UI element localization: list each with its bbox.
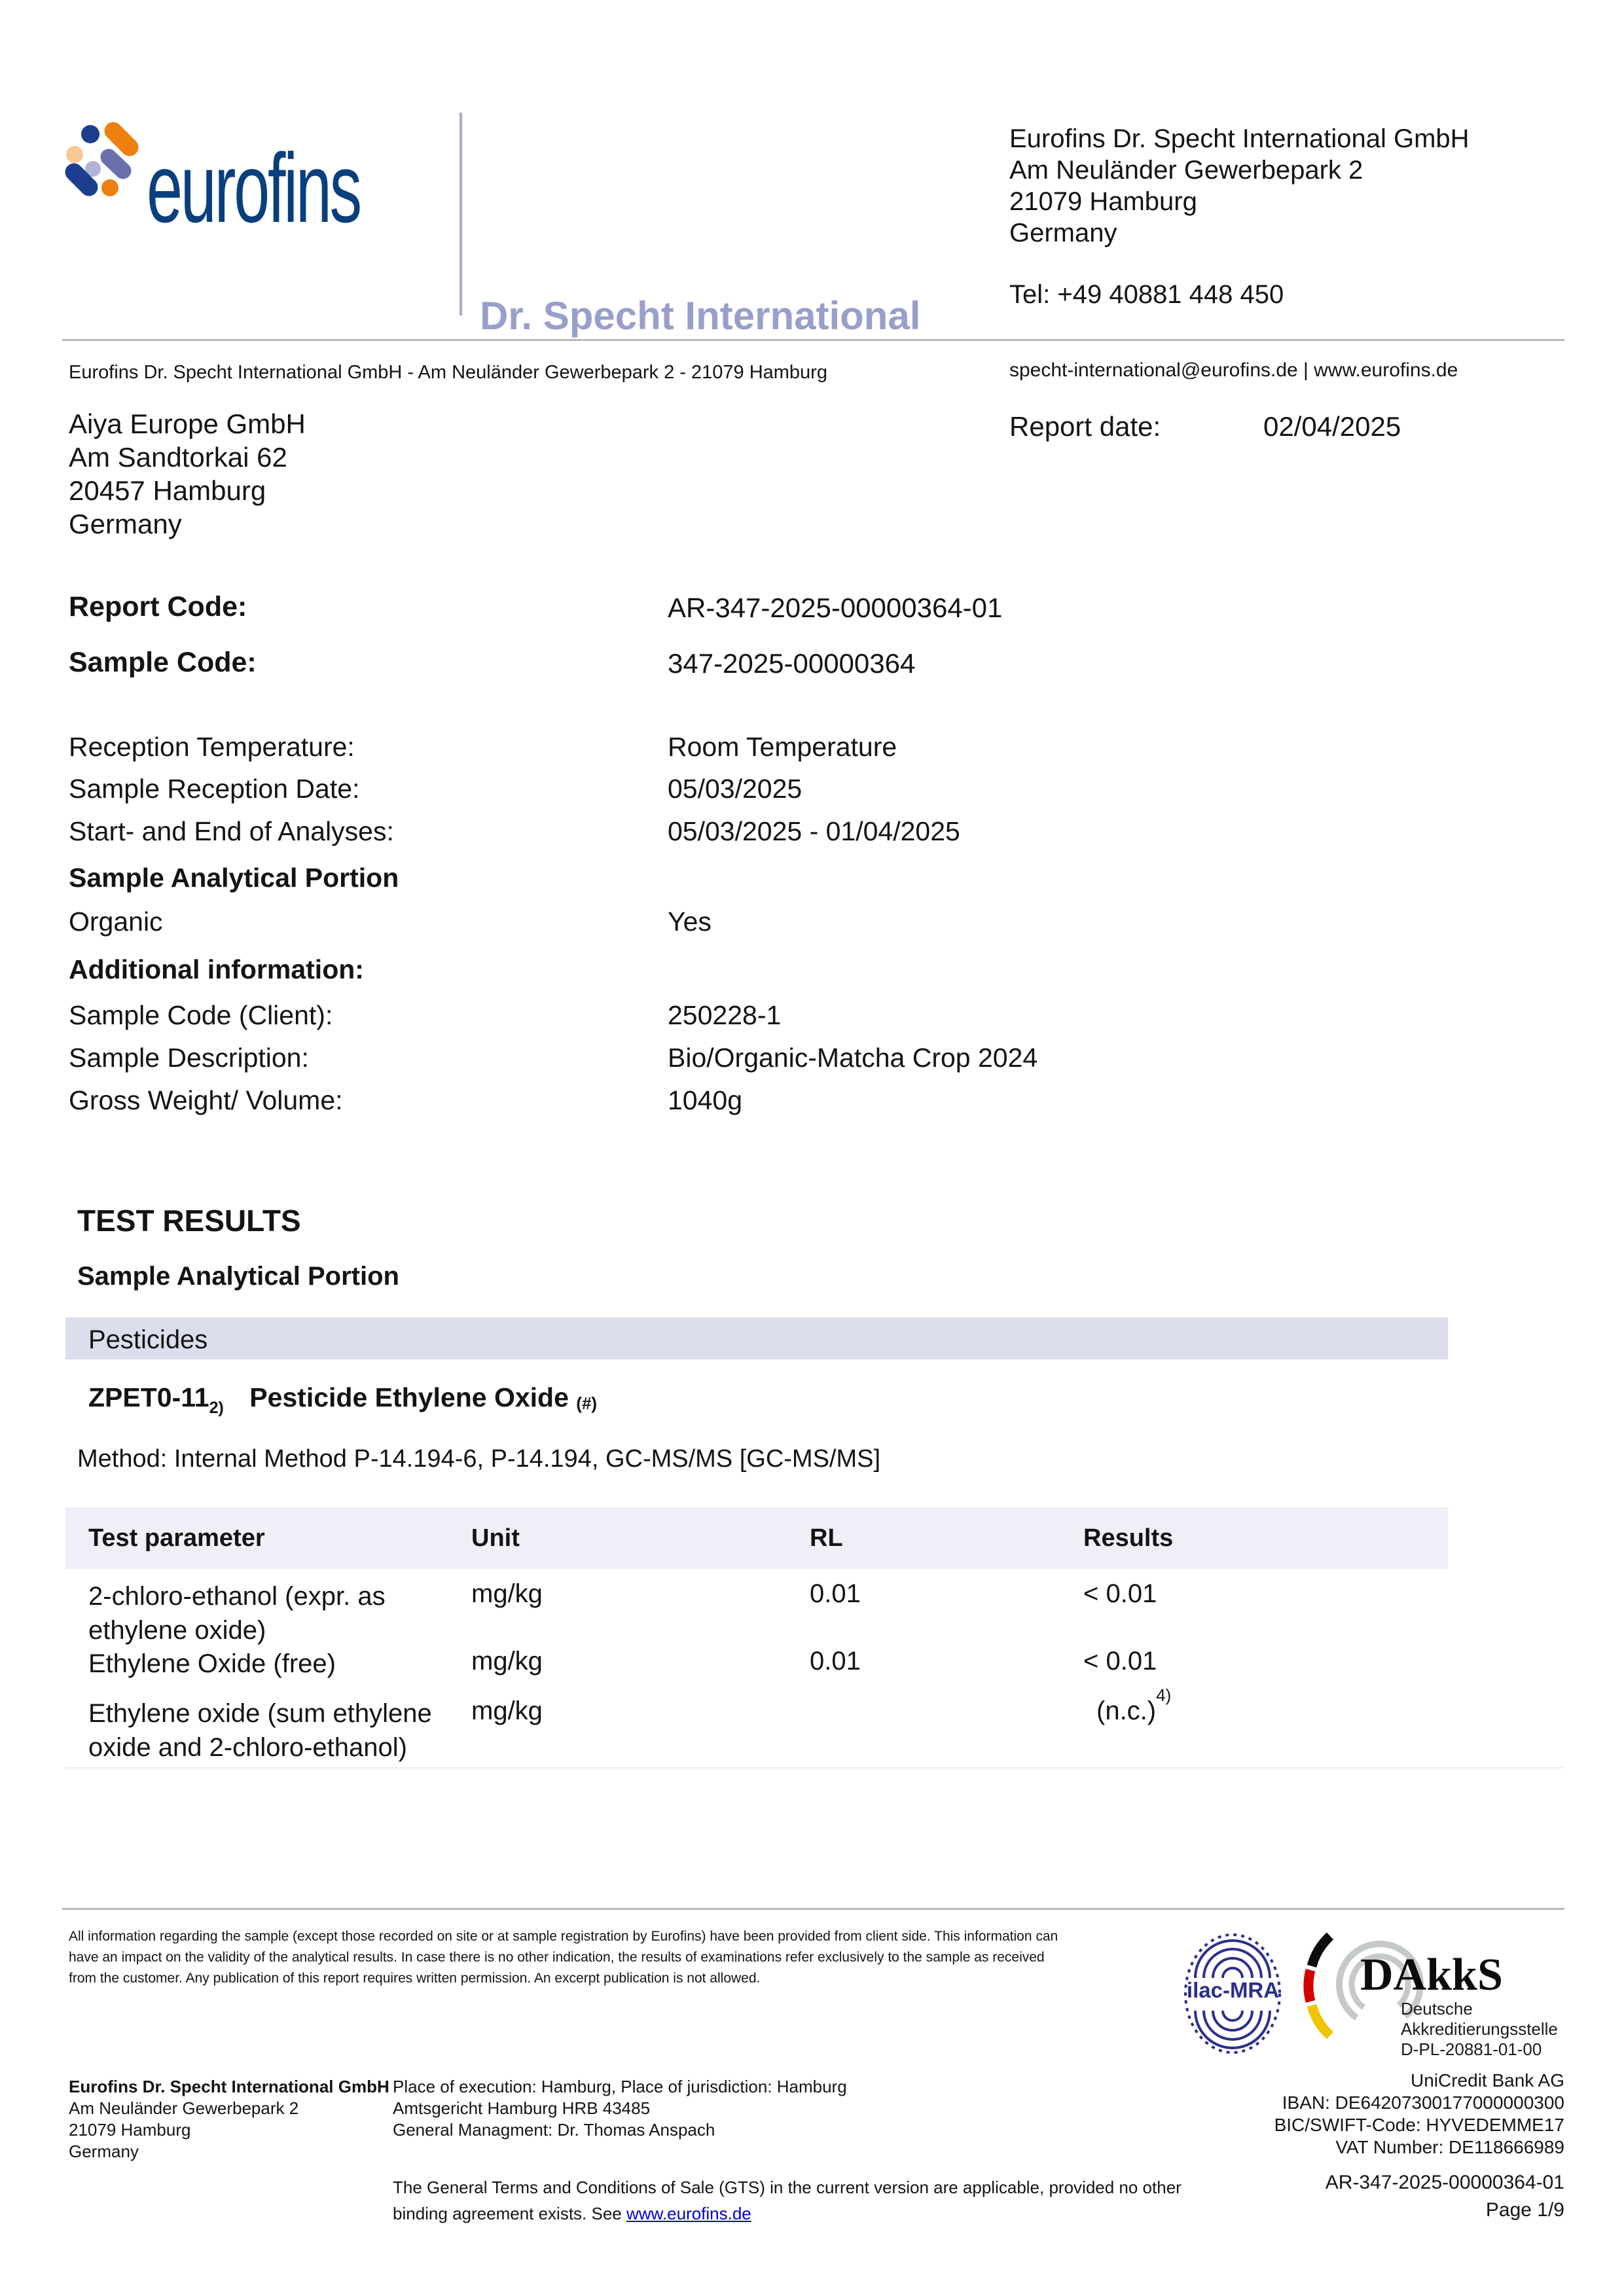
dakks-logo xyxy=(1296,1932,1604,2070)
cell-unit: mg/kg xyxy=(471,1696,543,1725)
footer-doc-code: AR-347-2025-00000364-01 xyxy=(1325,2172,1564,2193)
sample-code-label: Sample Code: xyxy=(69,647,257,678)
sender-line: Eurofins Dr. Specht International GmbH - Am Neuländer Gewerbepark 2 - 21079 Hamburg xyxy=(69,362,827,383)
footer-company-line: 21079 Hamburg xyxy=(69,2120,191,2140)
group-band-pesticides xyxy=(65,1318,1448,1359)
footer-bank-column xyxy=(1113,2070,1564,2159)
footer-legal-line: Place of execution: Hamburg, Place of jurisdiction: Hamburg xyxy=(393,2077,847,2096)
footer-rule xyxy=(62,1908,1564,1910)
cell-result: < 0.01 xyxy=(1083,1579,1157,1608)
logo-divider xyxy=(460,113,462,315)
report-date-label: Report date: xyxy=(1009,411,1161,442)
footer-company-line: Am Neuländer Gewerbepark 2 xyxy=(69,2098,299,2118)
footer-legal-line: Amtsgericht Hamburg HRB 43485 xyxy=(393,2098,651,2118)
logo-subtitle: Dr. Specht International xyxy=(480,294,921,338)
cell-rl: 0.01 xyxy=(810,1647,861,1676)
additional-label: Sample Description: xyxy=(69,1043,309,1073)
cell-unit: mg/kg xyxy=(471,1647,543,1676)
footer-page-number: Page 1/9 xyxy=(1485,2199,1564,2221)
organic-value: Yes xyxy=(668,906,712,937)
sample-code-value: 347-2025-00000364 xyxy=(668,648,916,679)
col-header-results: Results xyxy=(1083,1524,1174,1552)
lab-address-block xyxy=(1009,123,1470,249)
table-row xyxy=(65,1647,1448,1686)
gts-line1: The General Terms and Conditions of Sale (GTS) in the current version are applicable, provided no other xyxy=(393,2178,1182,2197)
detail-value: 05/03/2025 xyxy=(668,774,803,804)
result-value: (n.c.) xyxy=(1096,1696,1157,1725)
additional-info-heading: Additional information: xyxy=(69,954,364,984)
lab-address-line: Germany xyxy=(1009,219,1117,247)
col-header-unit: Unit xyxy=(471,1524,520,1552)
detail-value: 05/03/2025 - 01/04/2025 xyxy=(668,816,960,846)
report-date-value: 02/04/2025 xyxy=(1263,411,1401,442)
eurofins-website-link[interactable]: www.eurofins.de xyxy=(626,2204,751,2223)
additional-label: Sample Code (Client): xyxy=(69,1000,333,1030)
organic-label: Organic xyxy=(69,906,163,937)
disclaimer-block xyxy=(69,1926,1058,1989)
dakks-text-line: Akkreditierungsstelle xyxy=(1401,2019,1558,2039)
cell-result: < 0.01 xyxy=(1083,1647,1157,1676)
report-code-value: AR-347-2025-00000364-01 xyxy=(668,592,1003,623)
footer-bank-line: BIC/SWIFT-Code: HYVEDEMME17 xyxy=(1274,2115,1564,2135)
method-line: Method: Internal Method P-14.194-6, P-14.194, GC-MS/MS [GC-MS/MS] xyxy=(77,1445,881,1473)
recipient-line: Germany xyxy=(69,509,182,539)
ilac-mra-label: ilac-MRA xyxy=(1186,1978,1280,2002)
additional-value: 1040g xyxy=(668,1085,743,1115)
header-rule xyxy=(62,339,1564,341)
cell-unit: mg/kg xyxy=(471,1579,543,1608)
cell-parameter: Ethylene oxide (sum ethylene oxide and 2-chloro-ethanol) xyxy=(88,1699,432,1762)
lab-phone: Tel: +49 40881 448 450 xyxy=(1009,280,1284,309)
footer-legal-line: General Managment: Dr. Thomas Anspach xyxy=(393,2120,715,2140)
cell-rl: 0.01 xyxy=(810,1579,861,1608)
cell-parameter: Ethylene Oxide (free) xyxy=(88,1649,336,1678)
footer-bank-line: IBAN: DE64207300177000000300 xyxy=(1282,2092,1564,2113)
recipient-address-block xyxy=(69,407,306,541)
eurofins-wordmark: eurofins xyxy=(147,133,360,243)
test-name: Pesticide Ethylene Oxide xyxy=(249,1382,569,1412)
disclaimer-line: All information regarding the sample (except those recorded on site or at sample registration by Eurofins) have been provided from client side. This information can xyxy=(69,1929,1058,1944)
test-code: ZPET0-11 xyxy=(88,1382,209,1412)
detail-label: Reception Temperature: xyxy=(69,732,355,762)
gts-line2-text: binding agreement exists. See xyxy=(393,2204,626,2223)
report-code-label: Report Code: xyxy=(69,591,247,622)
additional-value: 250228-1 xyxy=(668,1000,782,1030)
disclaimer-line: have an impact on the validity of the analytical results. In case there is no other indication, the results of examinations refer exclusively to the sample as received xyxy=(69,1950,1045,1965)
col-header-test-parameter: Test parameter xyxy=(88,1524,265,1552)
disclaimer-line: from the customer. Any publication of this report requires written permission. An excerpt publication is not allowed. xyxy=(69,1971,761,1986)
table-row xyxy=(65,1685,1448,1768)
test-name-note: (#) xyxy=(576,1393,598,1413)
additional-value: Bio/Organic-Matcha Crop 2024 xyxy=(668,1043,1038,1073)
recipient-line: Am Sandtorkai 62 xyxy=(69,442,287,473)
gts-block xyxy=(393,2174,1182,2227)
dakks-text-block xyxy=(1401,1999,1558,2060)
table-row xyxy=(65,1579,1448,1651)
recipient-line: Aiya Europe GmbH xyxy=(69,408,306,439)
result-footnote: 4) xyxy=(1156,1685,1172,1705)
footer-company-line: Germany xyxy=(69,2142,139,2161)
detail-label: Start- and End of Analyses: xyxy=(69,816,394,846)
detail-label: Sample Reception Date: xyxy=(69,774,360,804)
contact-line: specht-international@eurofins.de | www.eurofins.de xyxy=(1009,359,1458,381)
test-heading xyxy=(88,1382,598,1417)
lab-address-line: Eurofins Dr. Specht International GmbH xyxy=(1009,124,1470,153)
table-bottom-divider xyxy=(65,1767,1564,1768)
detail-value: Room Temperature xyxy=(668,732,897,762)
ilac-mra-logo xyxy=(1182,1931,1284,2056)
recipient-line: 20457 Hamburg xyxy=(69,475,266,506)
test-results-title: TEST RESULTS xyxy=(77,1204,301,1238)
results-table-header xyxy=(65,1507,1448,1569)
lab-address-line: 21079 Hamburg xyxy=(1009,187,1197,216)
cell-result xyxy=(1096,1685,1172,1726)
additional-label: Gross Weight/ Volume: xyxy=(69,1085,343,1115)
gts-line2 xyxy=(393,2200,1182,2227)
group-band-label: Pesticides xyxy=(88,1325,208,1354)
footer-company-column xyxy=(69,2076,389,2162)
footer-company-name: Eurofins Dr. Specht International GmbH xyxy=(69,2077,389,2096)
test-code-footnote: 2) xyxy=(209,1399,224,1417)
col-header-rl: RL xyxy=(810,1524,843,1552)
dakks-text-line: D-PL-20881-01-00 xyxy=(1401,2039,1542,2059)
footer-legal-column xyxy=(393,2076,847,2141)
footer-bank-line: VAT Number: DE118666989 xyxy=(1335,2137,1564,2157)
test-results-subtitle: Sample Analytical Portion xyxy=(77,1262,399,1291)
lab-address-line: Am Neuländer Gewerbepark 2 xyxy=(1009,156,1363,185)
cell-parameter: 2-chloro-ethanol (expr. as ethylene oxide) xyxy=(88,1582,386,1645)
footer-bank-line: UniCredit Bank AG xyxy=(1411,2070,1564,2090)
eurofins-logo-icon xyxy=(60,122,144,199)
dakks-text-line: Deutsche xyxy=(1401,1999,1473,2018)
dakks-label: DAkkS xyxy=(1360,1950,1503,2000)
sample-portion-heading: Sample Analytical Portion xyxy=(69,863,399,893)
